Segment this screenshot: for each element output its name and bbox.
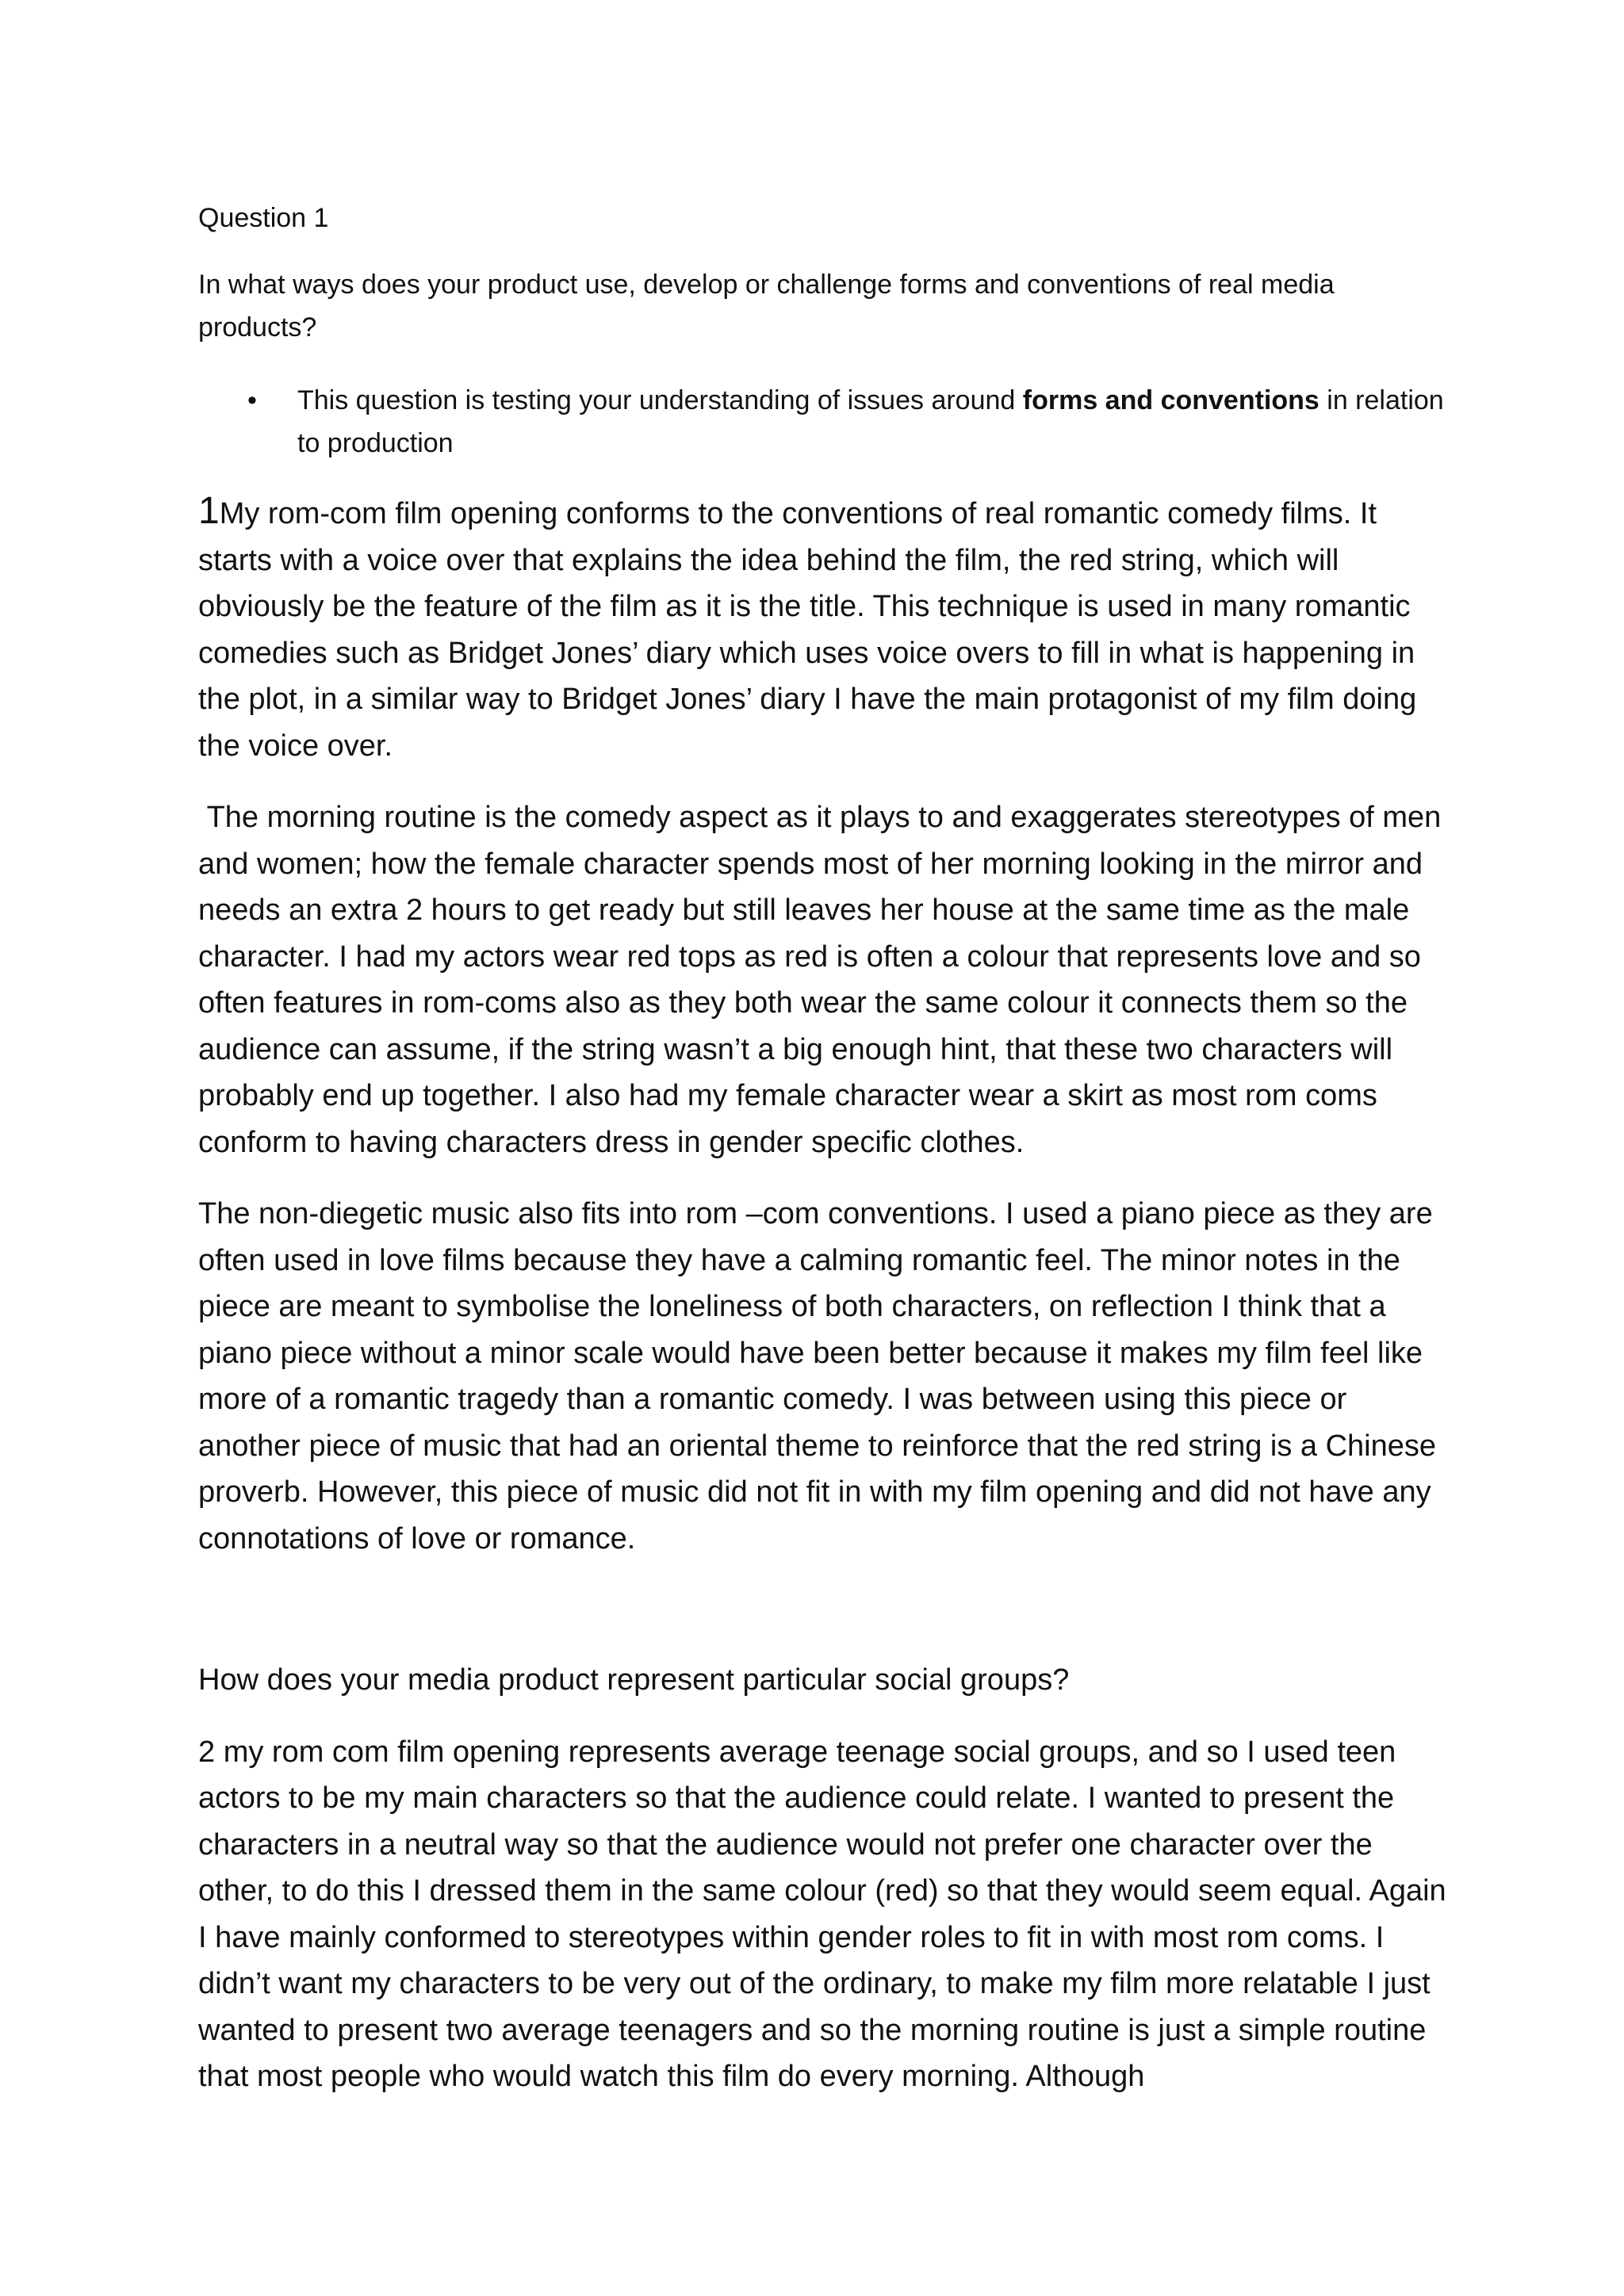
bullet-text-before: This question is testing your understanding of issues around: [297, 385, 1023, 415]
answer1-paragraph-3: The non-diegetic music also fits into rom –com conventions. I used a piano piece as they are often used in love films because they have a calming romantic feel. The minor notes in the piece are meant to symbolise the loneliness of both characters, on reflection I think that a piano piece without a minor scale would have been better because it makes my film feel like more of a romantic tragedy than a romantic comedy. I was between using this piece or another piece of music that had an oriental theme to reinforce that the red string is a Chinese proverb. However, this piece of music did not fit in with my film opening and did not have any connotations of love or romance.: [198, 1197, 1437, 1556]
answer1-paragraph-1-text: My rom-com film opening conforms to the conventions of real romantic comedy films. It starts with a voice over that explains the idea behind the film, the red string, which will obviously be the feature of the film as it is the title. This technique is used in many romantic comedies such as Bridget Jones’ diary which uses voice overs to fill in what is happening in the plot, in a similar way to Bridget Jones’ diary I have the main protagonist of my film doing the voice over.: [198, 497, 1417, 763]
bullet-item: [198, 379, 1451, 465]
bullet-text-after: in relation to production: [297, 385, 1444, 458]
bullet-icon: •: [247, 385, 257, 415]
bullet-text-bold: forms and conventions: [1022, 385, 1320, 415]
question2-prompt: How does your media product represent particular social groups?: [198, 1663, 1070, 1697]
answer2-paragraph: 2 my rom com film opening represents average teenage social groups, and so I used teen actors to be my main characters so that the audience could relate. I wanted to present the characters in a neutral way so that the audience would not prefer one character over the other, to do this I dressed them in the same colour (red) so that they would seem equal. Again I have mainly conformed to stereotypes within gender roles to fit in with most rom coms. I didn’t want my characters to be very out of the ordinary, to make my film more relatable I just wanted to present two average teenagers and so the morning routine is just a simple routine that most people who would watch this film do every morning. Although: [198, 1735, 1446, 2093]
answer1-paragraph-1: [198, 488, 1451, 769]
document-page: [198, 197, 1451, 2126]
answer1-number: 1: [198, 490, 220, 532]
question-prompt: In what ways does your product use, develop or challenge forms and conventions of real media products?: [198, 270, 1335, 342]
answer1-paragraph-2: The morning routine is the comedy aspect as it plays to and exaggerates stereotypes of men and women; how the female character spends most of her morning looking in the mirror and needs an extra 2 hours to get ready but still leaves her house at the same time as the male character. I had my actors wear red tops as red is often a colour that represents love and so often features in rom-coms also as they both wear the same colour it connects them so the audience can assume, if the string wasn’t a big enough hint, that these two characters will probably end up together. I also had my female character wear a skirt as most rom coms conform to having characters dress in gender specific clothes.: [198, 801, 1450, 1159]
spacer: [198, 1587, 1451, 1657]
question-heading: Question 1: [198, 203, 329, 233]
